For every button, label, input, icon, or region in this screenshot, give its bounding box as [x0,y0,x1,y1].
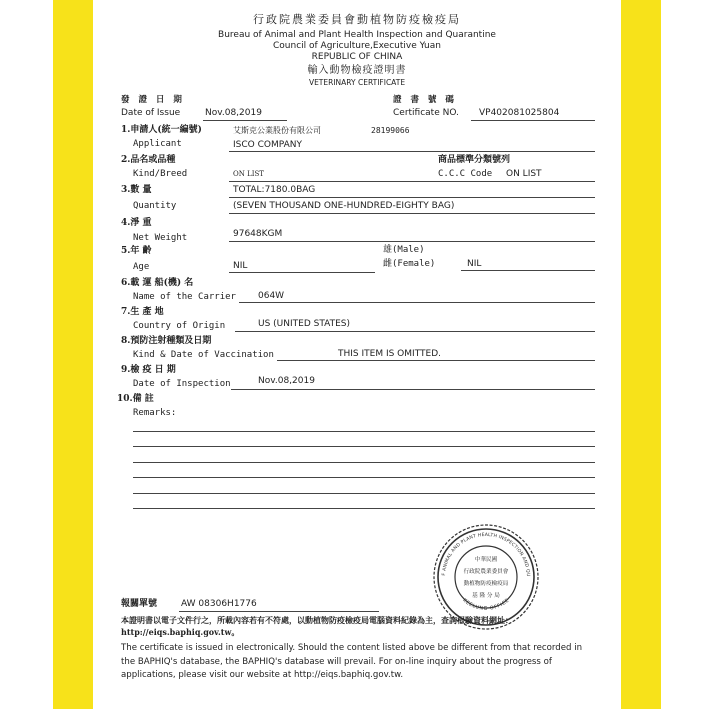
quantity-label-en: Quantity [133,201,177,211]
ccc-label-zh: 商品標準分類號列 [438,155,511,165]
seal-line-3: 動植物防疫檢疫局 [463,581,509,587]
council-name: Council of Agriculture,Executive Yuan [273,41,441,51]
inspection-label-en: Date of Inspection [133,379,231,389]
cert-no-value: VP402081025804 [479,108,560,118]
weight-value: 97648KGM [233,229,283,239]
seal-line-1: 中華民國 [474,557,498,563]
cert-no-label-zh: 證 書 號 碼 [393,95,457,105]
remarks-line [133,508,595,509]
ccc-value: ON LIST [506,169,542,179]
issue-date-value: Nov.08,2019 [205,108,262,118]
quantity-value-words: (SEVEN THOUSAND ONE-HUNDRED-EIGHTY BAG) [233,201,455,211]
remarks-line [133,477,595,478]
vaccination-label-en: Kind & Date of Vaccination [133,350,274,360]
cert-title-en: VETERINARY CERTIFICATE [308,78,406,87]
seal-line-4: 基 隆 分 局 [472,593,500,599]
inspection-value: Nov.08,2019 [258,376,315,386]
remarks-line [133,431,595,432]
seal-bottom-text: KEELUNG OFFICE [461,597,511,612]
left-yellow-band [53,0,93,709]
origin-value: US (UNITED STATES) [258,319,350,329]
weight-label-en: Net Weight [133,233,188,243]
vaccination-value: THIS ITEM IS OMITTED. [338,349,442,359]
age-label-zh: 5.年 齡 [121,246,152,256]
remarks-label-zh: 10.備 註 [117,394,154,404]
quantity-label-zh: 3.數 量 [121,185,152,195]
footer-note-en: The certificate is issued in electronically. Should the content listed above be different from that recorded in the BAPHIQ's database, the BAPHIQ's database will prevail. For on-line inquiry about the progress of applications, please visit our website at http://eiqs.baphiq.gov.tw. [121,643,583,680]
kind-value: ON LIST [233,170,264,178]
applicant-value-zh: 艾斯克公業股份有限公司 [233,126,321,135]
remarks-line [133,462,595,463]
seal-line-2: 行政院農業委員會 [463,569,509,575]
vaccination-label-zh: 8.預防注射種類及日期 [121,336,212,346]
female-label: 雌(Female) [383,259,436,269]
svg-text:KEELUNG OFFICE [461,597,510,611]
inspection-label-zh: 9.檢 疫 日 期 [121,365,176,375]
origin-label-en: Country of Origin [133,321,226,331]
quantity-value: TOTAL:7180.0BAG [233,185,316,195]
remarks-line [133,493,595,494]
origin-label-zh: 7.生 產 地 [121,307,164,317]
cert-title-zh: 輸入動物檢疫證明書 [307,65,407,76]
right-yellow-band [621,0,661,709]
issue-date-label-en: Date of Issue [121,108,181,118]
remarks-label-en: Remarks: [133,408,177,418]
applicant-tax-id: 28199066 [371,126,410,135]
cert-no-label-en: Certificate NO. [393,108,459,118]
weight-label-zh: 4.淨 重 [121,218,152,228]
applicant-label-zh: 1.申請人(統一編號) [121,125,202,135]
carrier-label-zh: 6.載 運 船(機) 名 [121,278,194,288]
customs-ref-value: AW 08306H1776 [181,599,257,609]
applicant-label-en: Applicant [133,139,182,149]
age-value: NIL [233,261,248,271]
carrier-label-en: Name of the Carrier [133,292,236,302]
ccc-label-en: C.C.C Code [438,169,493,179]
certificate-page [93,0,621,709]
kind-label-en: Kind/Breed [133,169,188,179]
issue-date-label-zh: 發 證 日 期 [121,95,185,105]
customs-ref-label: 報關單號 [121,599,158,609]
country-name: REPUBLIC OF CHINA [311,52,403,62]
age-label-en: Age [133,262,150,272]
sex-value: NIL [467,259,482,269]
seal-outer-text: F ANIMAL AND PLANT HEALTH INSPECTION AND QU [442,532,531,577]
agency-title-en: Bureau of Animal and Plant Health Inspection and Quarantine [218,30,496,40]
male-label: 雄(Male) [383,245,425,255]
applicant-value: ISCO COMPANY [233,140,302,150]
carrier-value: 064W [258,291,285,301]
remarks-line [133,446,595,447]
footer-note-zh: 本證明書以電子文件行之，所載內容若有不符處，以動植物防疫檢疫局電腦資料紀錄為主，查詢根驗資料網址：http://eiqs.baphiq.gov.tw。 [121,615,513,637]
kind-label-zh: 2.品名或品種 [121,155,176,165]
agency-title-zh: 行政院農業委員會動植物防疫檢疫局 [253,13,461,26]
